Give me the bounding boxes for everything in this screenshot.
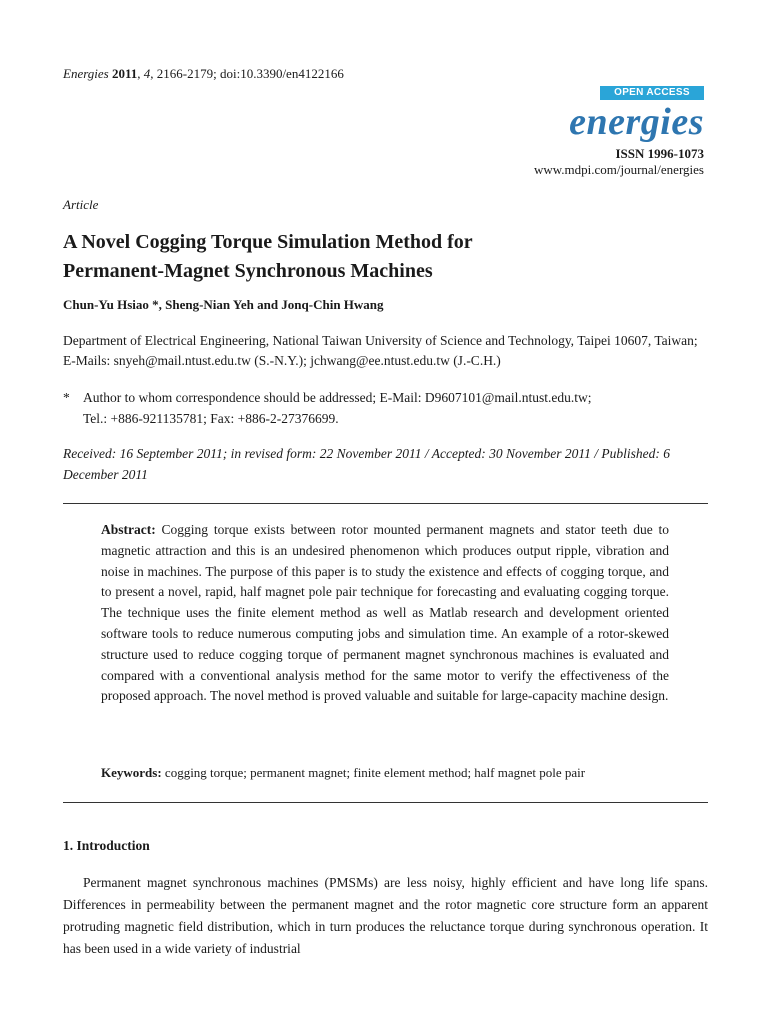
citation-volume: 4 (143, 66, 151, 81)
correspondence-marker: * (63, 390, 70, 405)
open-access-badge: OPEN ACCESS (600, 86, 704, 100)
abstract (101, 520, 669, 707)
introduction-paragraph: Permanent magnet synchronous machines (PMSMs) are less noisy, highly efficient and have long life spans. Differences in permeability between the permanent magnet and the rotor magnetic core structure form an apparent protruding magnetic field distribution, which in turn produces the reluctance torque during synchronous operation. It has been used in a wide variety of industrial (63, 875, 708, 956)
journal-website-link[interactable]: www.mdpi.com/journal/energies (533, 162, 704, 177)
title-line-2: Permanent-Magnet Synchronous Machines (63, 260, 433, 282)
title-line-1: A Novel Cogging Torque Simulation Method for (63, 231, 473, 253)
journal-logo: energies (569, 101, 704, 143)
article-title (63, 228, 703, 286)
article-type: Article (63, 197, 99, 212)
keywords (101, 765, 701, 781)
keywords-label: Keywords: (101, 765, 162, 780)
affiliation: Department of Electrical Engineering, National Taiwan University of Science and Technology, Taipei 10607, Taiwan; E-Mails: snyeh@mail.ntust.edu.tw (S.-N.Y.); jchwang@ee.ntust.edu.tw (J.-C.H.) (63, 333, 698, 368)
correspondence-line-2: Tel.: +886-921135781; Fax: +886-2-27376699. (83, 411, 339, 426)
citation-pages-doi: , 2166-2179; doi:10.3390/en4122166 (150, 66, 344, 81)
issn: ISSN 1996-1073 (615, 146, 704, 161)
abstract-label: Abstract: (101, 522, 156, 537)
citation-journal: Energies (63, 66, 109, 81)
correspondence-note (63, 387, 708, 429)
citation-year: 2011 (111, 66, 138, 81)
correspondence-line-1: Author to whom correspondence should be addressed; E-Mail: D9607101@mail.ntust.edu.tw; (83, 390, 592, 405)
divider-bottom (63, 802, 708, 803)
divider-top (63, 503, 708, 504)
author-list: Chun-Yu Hsiao *, Sheng-Nian Yeh and Jonq-Chin Hwang (63, 297, 384, 312)
journal-citation: Energies 2011, 4, 2166-2179; doi:10.3390/en4122166 (63, 66, 344, 81)
publication-dates: Received: 16 September 2011; in revised form: 22 November 2011 / Accepted: 30 November 2011 / Published: 6 December 2011 (63, 446, 670, 482)
section-heading-introduction: 1. Introduction (63, 838, 150, 853)
keywords-text: cogging torque; permanent magnet; finite element method; half magnet pole pair (161, 765, 586, 780)
abstract-text: Cogging torque exists between rotor mounted permanent magnets and stator teeth due to magnetic attraction and this is an undesired phenomenon which produces output ripple, vibration and noise in machines. The purpose of this paper is to study the existence and effects of cogging torque, and to present a novel, rapid, half magnet pole pair technique for forecasting and evaluating cogging torque. The technique uses the finite element method as well as Matlab research and development oriented software tools to reduce numerous computing jobs and simulation time. An example of a rotor-skewed structure used to reduce cogging torque of permanent magnet synchronous machines is evaluated and compared with a conventional analysis method for the same motor to verify the effectiveness of the proposed approach. The novel method is proved valuable and suitable for large-capacity machine design. (101, 522, 669, 704)
